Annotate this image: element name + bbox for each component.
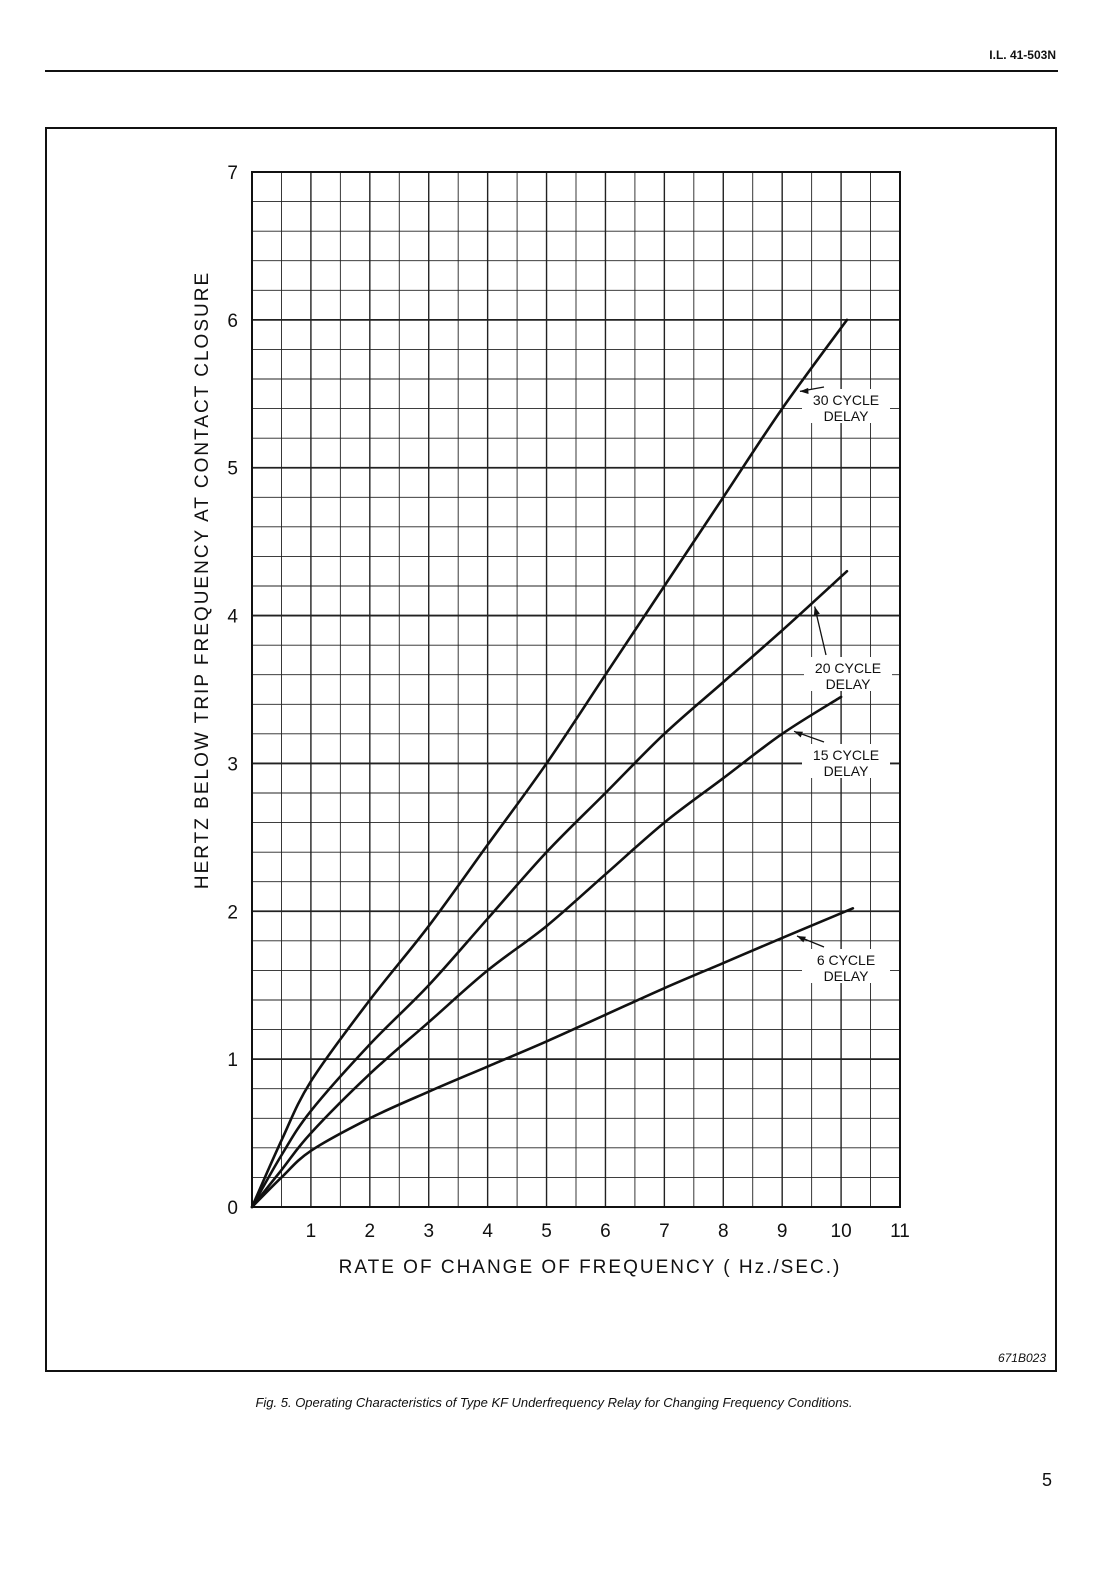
x-tick-label: 7 xyxy=(659,1221,670,1242)
x-tick-label: 10 xyxy=(830,1221,852,1242)
x-tick-label: 9 xyxy=(776,1221,788,1242)
y-tick-label: 0 xyxy=(227,1198,238,1219)
y-tick-label: 1 xyxy=(227,1050,238,1072)
series-label: 6 CYCLE xyxy=(816,952,876,968)
series-line xyxy=(252,571,847,1207)
y-axis-title: HERTZ BELOW TRIP FREQUENCY AT CONTACT CLOSURE xyxy=(192,270,213,890)
y-tick-label: 5 xyxy=(227,458,238,480)
grid-layer xyxy=(252,172,900,1207)
series-label: DELAY xyxy=(823,408,869,424)
x-tick-label: 2 xyxy=(364,1221,376,1242)
x-tick-label: 11 xyxy=(890,1221,910,1242)
label-layer xyxy=(227,163,909,1242)
x-tick-label: 8 xyxy=(717,1221,729,1242)
y-tick-label: 6 xyxy=(227,310,238,332)
page-number: 5 xyxy=(1041,1470,1052,1490)
y-tick-label: 7 xyxy=(227,163,238,184)
series-label: DELAY xyxy=(823,763,869,779)
series-label: 20 CYCLE xyxy=(814,660,882,676)
series-arrowhead xyxy=(814,606,820,615)
figure-id: 671B023 xyxy=(997,1351,1046,1365)
series-label: DELAY xyxy=(825,676,871,692)
series-label: 30 CYCLE xyxy=(812,392,880,408)
x-tick-label: 4 xyxy=(482,1221,493,1242)
x-tick-label: 1 xyxy=(305,1221,317,1242)
x-tick-label: 3 xyxy=(423,1221,435,1242)
series-label: DELAY xyxy=(823,968,869,984)
figure-caption: Fig. 5. Operating Characteristics of Type KF Underfrequency Relay for Changing Frequency Conditions. xyxy=(255,1395,853,1410)
series-label: 15 CYCLE xyxy=(812,747,880,763)
y-tick-label: 4 xyxy=(227,606,238,628)
document-id: I.L. 41-503N xyxy=(989,48,1056,62)
series-arrowhead xyxy=(794,731,803,737)
y-tick-label: 3 xyxy=(227,754,238,776)
y-tick-label: 2 xyxy=(227,902,238,924)
series-arrowhead xyxy=(797,936,806,942)
x-axis-title: RATE OF CHANGE OF FREQUENCY ( Hz./SEC.) xyxy=(338,1257,842,1278)
series-line xyxy=(252,908,853,1207)
x-tick-label: 6 xyxy=(600,1221,611,1242)
x-tick-label: 5 xyxy=(541,1221,552,1242)
